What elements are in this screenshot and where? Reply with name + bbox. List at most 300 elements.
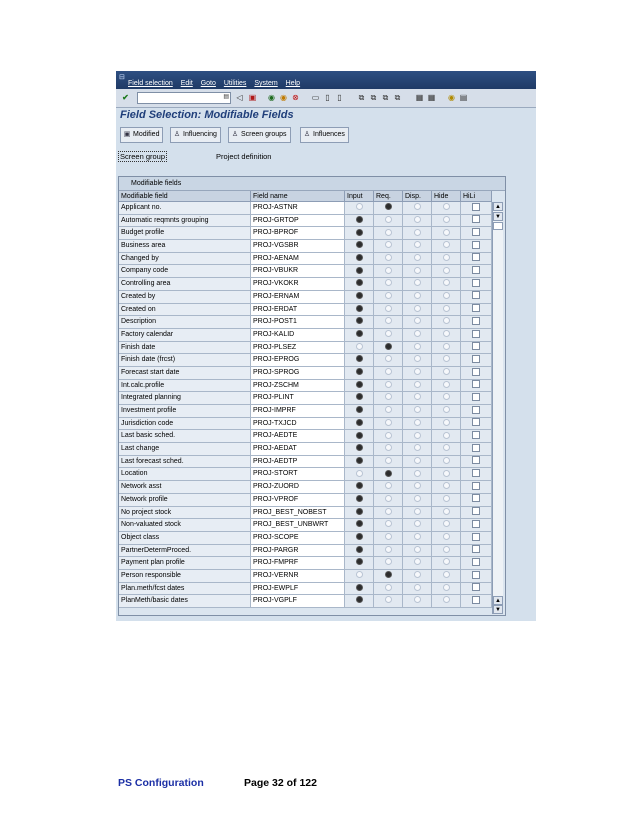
hili-checkbox[interactable] xyxy=(472,583,480,591)
input-radio[interactable] xyxy=(356,393,363,400)
menu-system[interactable]: System xyxy=(254,80,278,87)
hide-cell xyxy=(432,418,461,431)
field-name-cell: PROJ_BEST_NOBEST xyxy=(251,507,345,520)
hide-cell xyxy=(432,545,461,558)
disp-radio[interactable] xyxy=(414,241,421,248)
hili-checkbox[interactable] xyxy=(472,482,480,490)
input-radio[interactable] xyxy=(356,558,363,565)
hide-radio[interactable] xyxy=(443,317,450,324)
input-radio[interactable] xyxy=(356,368,363,375)
input-radio[interactable] xyxy=(356,508,363,515)
req-radio[interactable] xyxy=(385,241,392,248)
disp-radio[interactable] xyxy=(414,444,421,451)
hili-checkbox[interactable] xyxy=(472,266,480,274)
modifiable-field-cell: Last basic sched. xyxy=(119,430,251,443)
table-row xyxy=(119,342,505,355)
command-field[interactable] xyxy=(137,92,231,104)
input-radio[interactable] xyxy=(356,381,363,388)
hide-radio[interactable] xyxy=(443,419,450,426)
input-radio[interactable] xyxy=(356,355,363,362)
input-radio[interactable] xyxy=(356,317,363,324)
hili-checkbox[interactable] xyxy=(472,215,480,223)
req-radio[interactable] xyxy=(385,432,392,439)
req-radio[interactable] xyxy=(385,584,392,591)
hili-cell xyxy=(461,380,492,393)
menu-goto[interactable]: Goto xyxy=(200,80,216,87)
disp-cell xyxy=(403,456,432,469)
input-radio[interactable] xyxy=(356,596,363,603)
hide-radio[interactable] xyxy=(443,381,450,388)
hili-checkbox[interactable] xyxy=(472,431,480,439)
req-radio[interactable] xyxy=(385,254,392,261)
table-row xyxy=(119,304,505,317)
input-radio[interactable] xyxy=(356,279,363,286)
table-row xyxy=(119,468,505,481)
page-up-icon[interactable]: ▲ xyxy=(493,596,503,605)
field-name-cell: PROJ-VGPLF xyxy=(251,595,345,608)
screen-groups-button[interactable] xyxy=(228,127,291,143)
table-row xyxy=(119,494,505,507)
modified-button[interactable] xyxy=(120,127,163,143)
req-radio[interactable] xyxy=(385,546,392,553)
hili-checkbox[interactable] xyxy=(472,368,480,376)
input-radio[interactable] xyxy=(356,254,363,261)
column-header-hili[interactable]: HiLi xyxy=(461,191,492,202)
back-arrow-icon[interactable]: ◁ xyxy=(236,93,243,102)
input-radio[interactable] xyxy=(356,432,363,439)
disp-radio[interactable] xyxy=(414,533,421,540)
hili-checkbox[interactable] xyxy=(472,317,480,325)
hili-cell xyxy=(461,278,492,291)
table-row xyxy=(119,443,505,456)
hide-radio[interactable] xyxy=(443,596,450,603)
field-name-cell: PROJ-EPROG xyxy=(251,354,345,367)
req-radio[interactable] xyxy=(385,571,392,578)
input-cell xyxy=(345,570,374,583)
field-name-cell: PROJ-ZUORD xyxy=(251,481,345,494)
disp-radio[interactable] xyxy=(414,482,421,489)
hide-cell xyxy=(432,507,461,520)
input-radio[interactable] xyxy=(356,457,363,464)
modifiable-field-cell: Non-valuated stock xyxy=(119,519,251,532)
disp-radio[interactable] xyxy=(414,432,421,439)
hili-checkbox[interactable] xyxy=(472,304,480,312)
table-row xyxy=(119,329,505,342)
input-cell xyxy=(345,227,374,240)
disp-radio[interactable] xyxy=(414,203,421,210)
sap-window xyxy=(116,71,536,621)
hili-checkbox[interactable] xyxy=(472,253,480,261)
req-radio[interactable] xyxy=(385,343,392,350)
hili-checkbox[interactable] xyxy=(472,342,480,350)
hide-radio[interactable] xyxy=(443,241,450,248)
disp-radio[interactable] xyxy=(414,267,421,274)
next-page-icon[interactable]: ⧉ xyxy=(382,93,389,102)
influencing-button[interactable] xyxy=(170,127,221,143)
req-radio[interactable] xyxy=(385,279,392,286)
hide-radio[interactable] xyxy=(443,406,450,413)
scroll-up-icon[interactable]: ▲ xyxy=(493,202,503,211)
disp-radio[interactable] xyxy=(414,558,421,565)
field-name-cell: PROJ-VGSBR xyxy=(251,240,345,253)
input-radio[interactable] xyxy=(356,343,363,350)
modifiable-field-cell: Automatic reqmnts grouping xyxy=(119,215,251,228)
table-body xyxy=(119,202,505,608)
hide-radio[interactable] xyxy=(443,444,450,451)
disp-radio[interactable] xyxy=(414,292,421,299)
hili-checkbox[interactable] xyxy=(472,380,480,388)
column-header-req[interactable]: Req. xyxy=(374,191,403,202)
hili-cell xyxy=(461,227,492,240)
input-radio[interactable] xyxy=(356,305,363,312)
field-name-cell: PROJ-IMPRF xyxy=(251,405,345,418)
hide-radio[interactable] xyxy=(443,330,450,337)
req-cell xyxy=(374,532,403,545)
hide-radio[interactable] xyxy=(443,508,450,515)
disp-radio[interactable] xyxy=(414,343,421,350)
column-header-modifiable-field[interactable]: Modifiable field xyxy=(119,191,251,202)
hili-checkbox[interactable] xyxy=(472,241,480,249)
hide-cell xyxy=(432,481,461,494)
req-cell xyxy=(374,481,403,494)
hili-cell xyxy=(461,583,492,596)
disp-radio[interactable] xyxy=(414,596,421,603)
input-cell xyxy=(345,342,374,355)
req-cell xyxy=(374,545,403,558)
req-radio[interactable] xyxy=(385,495,392,502)
layout-icon[interactable]: ▤ xyxy=(459,93,468,102)
menu-help[interactable]: Help xyxy=(285,80,301,87)
req-radio[interactable] xyxy=(385,558,392,565)
hili-checkbox[interactable] xyxy=(472,291,480,299)
hide-radio[interactable] xyxy=(443,558,450,565)
hide-cell xyxy=(432,532,461,545)
hili-checkbox[interactable] xyxy=(472,330,480,338)
req-radio[interactable] xyxy=(385,457,392,464)
enter-icon[interactable]: ✔ xyxy=(122,93,129,102)
table-row xyxy=(119,316,505,329)
hide-radio[interactable] xyxy=(443,292,450,299)
input-radio[interactable] xyxy=(356,216,363,223)
cancel-icon[interactable]: ⊗ xyxy=(292,93,299,102)
hili-checkbox[interactable] xyxy=(472,494,480,502)
hide-radio[interactable] xyxy=(443,470,450,477)
input-radio[interactable] xyxy=(356,533,363,540)
req-radio[interactable] xyxy=(385,229,392,236)
hide-radio[interactable] xyxy=(443,305,450,312)
req-radio[interactable] xyxy=(385,216,392,223)
field-name-cell: PROJ-PLSEZ xyxy=(251,342,345,355)
modified-button-label: Modified xyxy=(133,131,160,138)
scroll-thumb[interactable] xyxy=(493,222,503,230)
req-cell xyxy=(374,392,403,405)
print-icon[interactable]: ▭ xyxy=(311,93,320,102)
hide-radio[interactable] xyxy=(443,267,450,274)
input-radio[interactable] xyxy=(356,520,363,527)
hide-radio[interactable] xyxy=(443,343,450,350)
disp-radio[interactable] xyxy=(414,355,421,362)
input-radio[interactable] xyxy=(356,546,363,553)
input-radio[interactable] xyxy=(356,241,363,248)
input-radio[interactable] xyxy=(356,584,363,591)
hide-radio[interactable] xyxy=(443,355,450,362)
menu-bar xyxy=(116,71,536,89)
req-radio[interactable] xyxy=(385,406,392,413)
disp-cell xyxy=(403,405,432,418)
disp-radio[interactable] xyxy=(414,457,421,464)
modifiable-field-cell: Person responsible xyxy=(119,570,251,583)
disp-cell xyxy=(403,583,432,596)
application-toolbar xyxy=(116,126,536,144)
disp-cell xyxy=(403,532,432,545)
table-row xyxy=(119,265,505,278)
input-radio[interactable] xyxy=(356,482,363,489)
disp-radio[interactable] xyxy=(414,495,421,502)
req-radio[interactable] xyxy=(385,508,392,515)
field-name-cell: PROJ-ERNAM xyxy=(251,291,345,304)
hili-checkbox[interactable] xyxy=(472,533,480,541)
hide-radio[interactable] xyxy=(443,482,450,489)
disp-radio[interactable] xyxy=(414,546,421,553)
req-cell xyxy=(374,380,403,393)
input-cell xyxy=(345,532,374,545)
input-radio[interactable] xyxy=(356,444,363,451)
menu-field-selection[interactable]: Field selection xyxy=(128,80,173,87)
column-header-input[interactable]: Input xyxy=(345,191,374,202)
hide-radio[interactable] xyxy=(443,571,450,578)
disp-radio[interactable] xyxy=(414,584,421,591)
footer-page-number: Page 32 of 122 xyxy=(244,777,317,789)
field-name-cell: PROJ-VPROF xyxy=(251,494,345,507)
input-radio[interactable] xyxy=(356,406,363,413)
hili-checkbox[interactable] xyxy=(472,444,480,452)
req-cell xyxy=(374,583,403,596)
hili-checkbox[interactable] xyxy=(472,545,480,553)
menu-utilities[interactable]: Utilities xyxy=(223,80,247,87)
hide-radio[interactable] xyxy=(443,229,450,236)
req-radio[interactable] xyxy=(385,470,392,477)
input-radio[interactable] xyxy=(356,330,363,337)
disp-radio[interactable] xyxy=(414,406,421,413)
req-cell xyxy=(374,265,403,278)
modifiable-field-cell: Company code xyxy=(119,265,251,278)
hili-checkbox[interactable] xyxy=(472,596,480,604)
influences-button-label: Influences xyxy=(313,131,345,138)
modifiable-field-cell: PlanMeth/basic dates xyxy=(119,595,251,608)
modifiable-field-cell: Applicant no. xyxy=(119,202,251,215)
modifiable-field-cell: PartnerDetermProced. xyxy=(119,545,251,558)
field-name-cell: PROJ_BEST_UNBWRT xyxy=(251,519,345,532)
hide-cell xyxy=(432,202,461,215)
input-cell xyxy=(345,291,374,304)
hili-checkbox[interactable] xyxy=(472,228,480,236)
hide-radio[interactable] xyxy=(443,584,450,591)
disp-cell xyxy=(403,278,432,291)
last-page-icon[interactable]: ⧉ xyxy=(394,93,401,102)
hili-cell xyxy=(461,354,492,367)
hili-cell xyxy=(461,202,492,215)
shortcut-icon[interactable]: ▦ xyxy=(427,93,436,102)
hili-checkbox[interactable] xyxy=(472,469,480,477)
exit-icon[interactable]: ◉ xyxy=(280,93,287,102)
table-title xyxy=(119,177,505,191)
hide-radio[interactable] xyxy=(443,520,450,527)
input-cell xyxy=(345,354,374,367)
field-name-cell: PROJ-GRTOP xyxy=(251,215,345,228)
screen-group-label[interactable]: Screen group xyxy=(120,152,166,161)
hide-cell xyxy=(432,329,461,342)
table-row xyxy=(119,380,505,393)
disp-radio[interactable] xyxy=(414,279,421,286)
table-row xyxy=(119,430,505,443)
modifiable-field-cell: Int.calc.profile xyxy=(119,380,251,393)
disp-radio[interactable] xyxy=(414,419,421,426)
req-radio[interactable] xyxy=(385,317,392,324)
input-radio[interactable] xyxy=(356,419,363,426)
req-radio[interactable] xyxy=(385,381,392,388)
modifiable-field-cell: Payment plan profile xyxy=(119,557,251,570)
hide-radio[interactable] xyxy=(443,546,450,553)
req-radio[interactable] xyxy=(385,330,392,337)
hide-cell xyxy=(432,557,461,570)
hide-radio[interactable] xyxy=(443,279,450,286)
req-radio[interactable] xyxy=(385,393,392,400)
req-radio[interactable] xyxy=(385,596,392,603)
disp-radio[interactable] xyxy=(414,229,421,236)
req-radio[interactable] xyxy=(385,520,392,527)
disp-cell xyxy=(403,342,432,355)
hili-cell xyxy=(461,253,492,266)
previous-page-icon[interactable]: ⧉ xyxy=(370,93,377,102)
req-radio[interactable] xyxy=(385,419,392,426)
field-name-cell: PROJ-PLINT xyxy=(251,392,345,405)
scroll-down-icon[interactable]: ▼ xyxy=(493,605,503,614)
hili-checkbox[interactable] xyxy=(472,355,480,363)
req-radio[interactable] xyxy=(385,368,392,375)
disp-radio[interactable] xyxy=(414,317,421,324)
dropdown-icon[interactable]: ▤ xyxy=(223,94,229,100)
hide-radio[interactable] xyxy=(443,533,450,540)
req-cell xyxy=(374,278,403,291)
disp-radio[interactable] xyxy=(414,305,421,312)
input-radio[interactable] xyxy=(356,267,363,274)
disp-cell xyxy=(403,227,432,240)
input-radio[interactable] xyxy=(356,229,363,236)
hili-cell xyxy=(461,342,492,355)
find-next-icon[interactable]: ▯ xyxy=(337,93,342,102)
hili-cell xyxy=(461,481,492,494)
hili-checkbox[interactable] xyxy=(472,393,480,401)
save-icon[interactable]: ▣ xyxy=(248,93,257,102)
disp-radio[interactable] xyxy=(414,381,421,388)
req-radio[interactable] xyxy=(385,482,392,489)
vertical-scrollbar[interactable] xyxy=(492,202,503,614)
hili-checkbox[interactable] xyxy=(472,558,480,566)
system-menu-icon[interactable]: ⊟ xyxy=(119,74,125,81)
table-row xyxy=(119,545,505,558)
req-cell xyxy=(374,354,403,367)
disp-radio[interactable] xyxy=(414,216,421,223)
hide-radio[interactable] xyxy=(443,254,450,261)
req-radio[interactable] xyxy=(385,292,392,299)
disp-radio[interactable] xyxy=(414,393,421,400)
back-icon[interactable]: ◉ xyxy=(268,93,275,102)
hide-cell xyxy=(432,443,461,456)
hide-radio[interactable] xyxy=(443,495,450,502)
req-radio[interactable] xyxy=(385,203,392,210)
disp-cell xyxy=(403,443,432,456)
input-radio[interactable] xyxy=(356,292,363,299)
hili-checkbox[interactable] xyxy=(472,406,480,414)
hide-radio[interactable] xyxy=(443,368,450,375)
input-radio[interactable] xyxy=(356,470,363,477)
input-cell xyxy=(345,304,374,317)
hili-checkbox[interactable] xyxy=(472,279,480,287)
req-cell xyxy=(374,468,403,481)
input-cell xyxy=(345,392,374,405)
modifiable-field-cell: Plan.meth/fcst dates xyxy=(119,583,251,596)
disp-radio[interactable] xyxy=(414,520,421,527)
table-title-text: Modifiable fields xyxy=(131,180,182,187)
find-icon[interactable]: ▯ xyxy=(325,93,330,102)
input-cell xyxy=(345,202,374,215)
input-cell xyxy=(345,545,374,558)
input-radio[interactable] xyxy=(356,571,363,578)
modifiable-field-cell: Integrated planning xyxy=(119,392,251,405)
req-radio[interactable] xyxy=(385,533,392,540)
input-cell xyxy=(345,278,374,291)
hili-checkbox[interactable] xyxy=(472,456,480,464)
hide-radio[interactable] xyxy=(443,203,450,210)
hili-checkbox[interactable] xyxy=(472,571,480,579)
hide-radio[interactable] xyxy=(443,216,450,223)
column-header-hide[interactable]: Hide xyxy=(432,191,461,202)
disp-radio[interactable] xyxy=(414,470,421,477)
influences-button[interactable] xyxy=(300,127,349,143)
input-radio[interactable] xyxy=(356,495,363,502)
help-icon[interactable]: ◉ xyxy=(448,93,455,102)
footer-title: PS Configuration xyxy=(118,777,204,789)
req-radio[interactable] xyxy=(385,444,392,451)
input-radio[interactable] xyxy=(356,203,363,210)
hide-cell xyxy=(432,253,461,266)
disp-radio[interactable] xyxy=(414,254,421,261)
page-down-icon[interactable]: ▼ xyxy=(493,212,503,221)
disp-radio[interactable] xyxy=(414,368,421,375)
req-radio[interactable] xyxy=(385,305,392,312)
hide-radio[interactable] xyxy=(443,432,450,439)
hili-checkbox[interactable] xyxy=(472,418,480,426)
hili-checkbox[interactable] xyxy=(472,507,480,515)
disp-radio[interactable] xyxy=(414,571,421,578)
req-radio[interactable] xyxy=(385,267,392,274)
hili-checkbox[interactable] xyxy=(472,520,480,528)
disp-radio[interactable] xyxy=(414,508,421,515)
hide-radio[interactable] xyxy=(443,393,450,400)
modifiable-field-cell: Network profile xyxy=(119,494,251,507)
influencing-button-label: Influencing xyxy=(183,131,217,138)
first-page-icon[interactable]: ⧉ xyxy=(358,93,365,102)
hili-checkbox[interactable] xyxy=(472,203,480,211)
menu-edit[interactable]: Edit xyxy=(180,80,193,87)
create-session-icon[interactable]: ▦ xyxy=(415,93,424,102)
req-radio[interactable] xyxy=(385,355,392,362)
column-header-field-name[interactable]: Field name xyxy=(251,191,345,202)
disp-radio[interactable] xyxy=(414,330,421,337)
column-header-disp[interactable]: Disp. xyxy=(403,191,432,202)
req-cell xyxy=(374,507,403,520)
hide-radio[interactable] xyxy=(443,457,450,464)
